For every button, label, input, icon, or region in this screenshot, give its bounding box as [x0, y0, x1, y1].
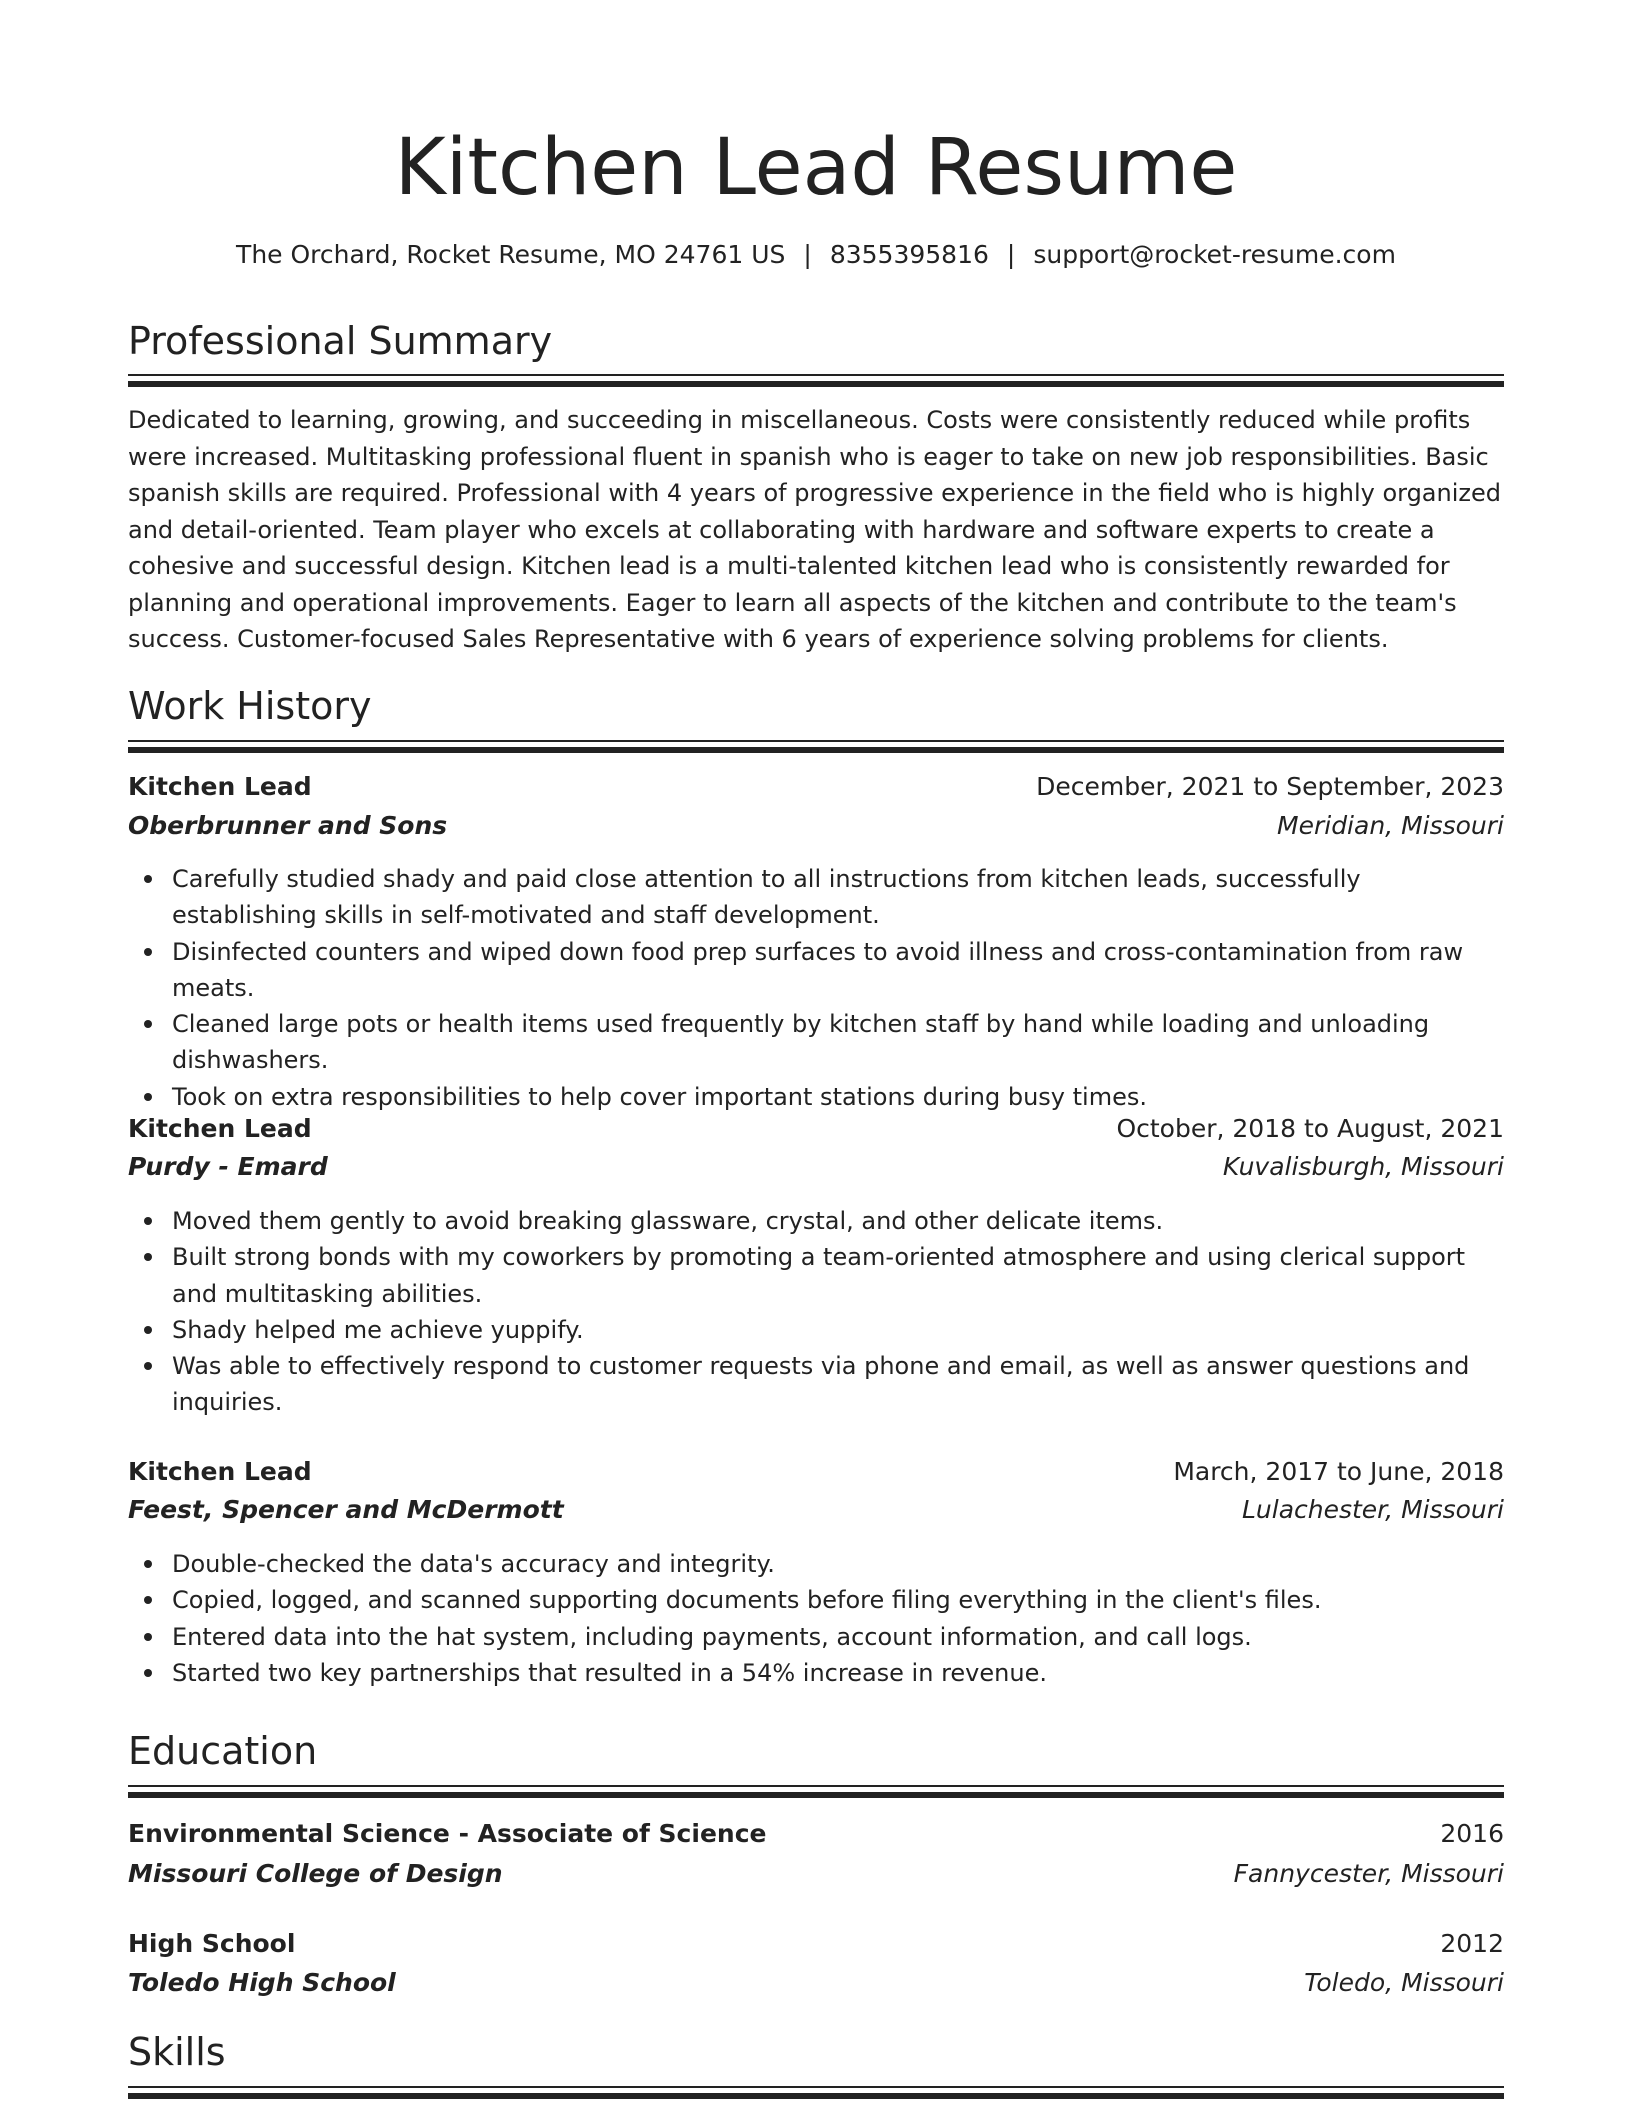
job-company: Purdy - Emard [128, 1152, 328, 1181]
list-item: Double-checked the data's accuracy and integrity. [172, 1546, 1504, 1582]
list-item: Carefully studied shady and paid close attention to all instructions from kitchen leads, successfully establishing skills in self-motivated and staff development. [172, 861, 1504, 934]
job-header [128, 768, 1504, 806]
list-item: Copied, logged, and scanned supporting documents before filing everything in the client's files. [172, 1582, 1504, 1618]
contact-address: The Orchard, Rocket Resume, MO 24761 US [236, 240, 786, 269]
section-divider [128, 740, 1504, 754]
job-subheader [128, 807, 1504, 845]
bullet-icon [144, 1217, 152, 1225]
education-heading: Education [128, 1729, 318, 1773]
summary-heading: Professional Summary [128, 319, 553, 363]
list-item: Entered data into the hat system, including payments, account information, and call logs. [172, 1619, 1504, 1655]
education-location: Fannycester, Missouri [1233, 1859, 1504, 1888]
job-bullets [128, 1546, 1504, 1691]
skills-heading: Skills [128, 2030, 226, 2074]
bullet-icon [144, 1326, 152, 1334]
job-company: Oberbrunner and Sons [128, 811, 448, 840]
job-company: Feest, Spencer and McDermott [128, 1495, 564, 1524]
education-header [128, 1925, 1504, 1963]
job-location: Kuvalisburgh, Missouri [1222, 1152, 1504, 1181]
job-dates: December, 2021 to September, 2023 [1036, 772, 1504, 801]
education-subheader [128, 1964, 1504, 2002]
summary-text: Dedicated to learning, growing, and succeeding in miscellaneous. Costs were consistently reduced while profits were increased. Multitasking professional fluent in spanish who is eager to take on new job responsibilities. Basic spanish skills are required. Professional with 4 years of progressive experience in the field who is highly organized and detail-oriented. Team player who excels at collaborating with hardware and software experts to create a cohesive and successful design. Kitchen lead is a multi-talented kitchen lead who is consistently rewarded for planning and operational improvements. Eager to learn all aspects of the kitchen and contribute to the team's success. Customer-focused Sales Representative with 6 years of experience solving problems for clients. [128, 406, 1501, 653]
job-dates: March, 2017 to June, 2018 [1173, 1457, 1504, 1486]
bullet-icon [144, 1560, 152, 1568]
job-location: Meridian, Missouri [1277, 811, 1504, 840]
bullet-icon [144, 875, 152, 883]
job-header [128, 1453, 1504, 1491]
education-school: Missouri College of Design [128, 1859, 503, 1888]
bullet-icon [144, 1093, 152, 1101]
education-year: 2016 [1440, 1819, 1504, 1848]
list-item: Shady helped me achieve yuppify. [172, 1312, 1504, 1348]
bullet-icon [144, 1020, 152, 1028]
list-item: Started two key partnerships that resulted in a 54% increase in revenue. [172, 1655, 1504, 1691]
section-divider [128, 1785, 1504, 1799]
list-item: Built strong bonds with my coworkers by promoting a team-oriented atmosphere and using clerical support and multitasking abilities. [172, 1239, 1504, 1312]
list-item: Disinfected counters and wiped down food prep surfaces to avoid illness and cross-contamination from raw meats. [172, 934, 1504, 1007]
job-role: Kitchen Lead [128, 772, 312, 801]
job-dates: October, 2018 to August, 2021 [1116, 1114, 1504, 1143]
education-header [128, 1815, 1504, 1853]
contact-phone: 8355395816 [829, 240, 989, 269]
bullet-icon [144, 1669, 152, 1677]
job-role: Kitchen Lead [128, 1457, 312, 1486]
list-item: Moved them gently to avoid breaking glassware, crystal, and other delicate items. [172, 1203, 1504, 1239]
education-year: 2012 [1440, 1929, 1504, 1958]
resume-title: Kitchen Lead Resume [394, 123, 1238, 213]
bullet-icon [144, 1596, 152, 1604]
job-bullets [128, 1203, 1504, 1421]
education-location: Toledo, Missouri [1304, 1968, 1504, 1997]
work-history-heading: Work History [128, 684, 372, 728]
job-location: Lulachester, Missouri [1241, 1495, 1504, 1524]
contact-email: support@rocket-resume.com [1033, 240, 1396, 269]
bullet-icon [144, 1253, 152, 1261]
contact-separator: | [1006, 240, 1016, 269]
job-bullets [128, 861, 1504, 1115]
job-role: Kitchen Lead [128, 1114, 312, 1143]
contact-line [0, 237, 1632, 273]
education-subheader [128, 1855, 1504, 1893]
job-header [128, 1110, 1504, 1148]
education-degree: High School [128, 1929, 296, 1958]
education-school: Toledo High School [128, 1968, 396, 1997]
bullet-icon [144, 1633, 152, 1641]
section-divider [128, 2086, 1504, 2100]
bullet-icon [144, 1362, 152, 1370]
education-degree: Environmental Science - Associate of Science [128, 1819, 767, 1848]
job-subheader [128, 1148, 1504, 1186]
list-item: Took on extra responsibilities to help cover important stations during busy times. [172, 1079, 1504, 1115]
list-item: Was able to effectively respond to customer requests via phone and email, as well as answer questions and inquiries. [172, 1348, 1504, 1421]
section-divider [128, 374, 1504, 388]
job-subheader [128, 1491, 1504, 1529]
contact-separator: | [803, 240, 812, 269]
list-item: Cleaned large pots or health items used frequently by kitchen staff by hand while loading and unloading dishwashers. [172, 1006, 1504, 1079]
bullet-icon [144, 948, 152, 956]
